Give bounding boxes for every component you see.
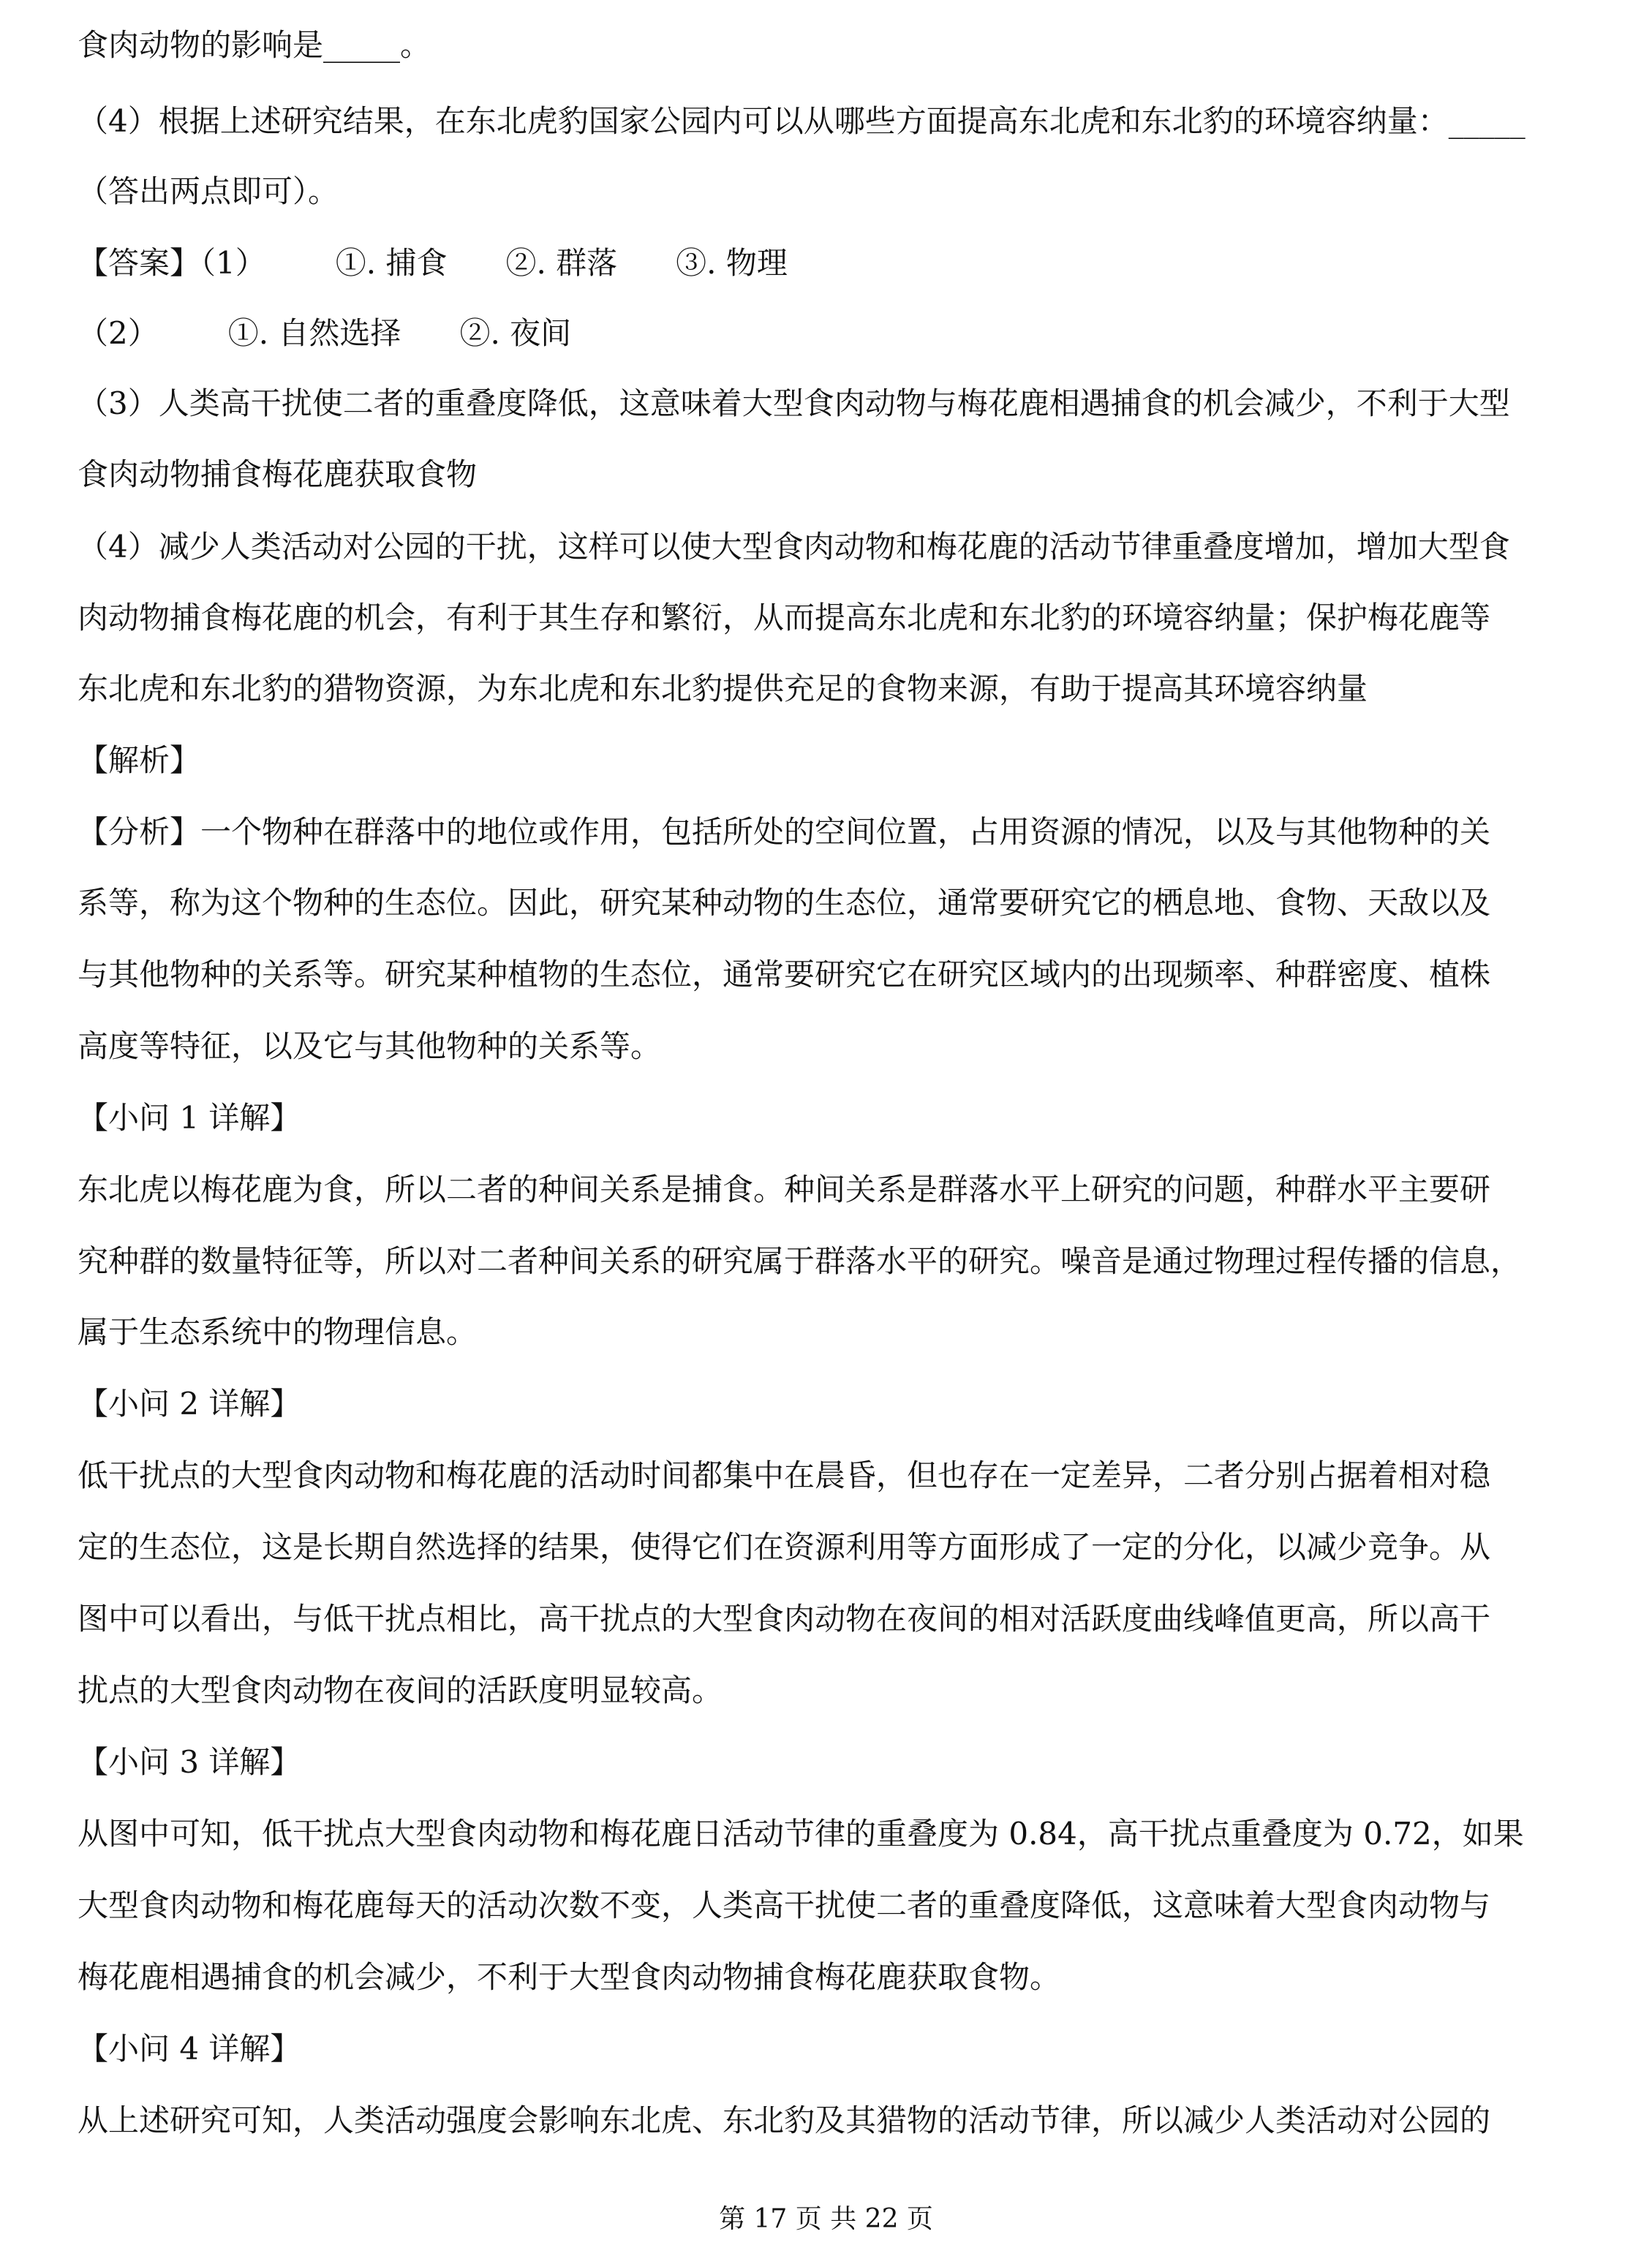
question-4-line-1: （4）根据上述研究结果，在东北虎豹国家公园内可以从哪些方面提高东北虎和东北豹的环境容纳量：_____ bbox=[78, 103, 1525, 139]
sub-question-1-title: 【小问 1 详解】 bbox=[78, 1100, 301, 1136]
answer-part-1-number: （1） bbox=[200, 245, 266, 281]
answer-part-2-number: （2） bbox=[78, 315, 159, 351]
answer-part-4-line-3: 东北虎和东北豹的猎物资源，为东北虎和东北豹提供充足的食物来源，有助于提高其环境容纳量 bbox=[78, 671, 1368, 706]
analysis-tag: 【解析】 bbox=[78, 742, 201, 778]
answer-part-1-item-1: ①. 捕食 bbox=[335, 245, 448, 281]
analysis-line-1: 【分析】一个物种在群落中的地位或作用，包括所处的空间位置，占用资源的情况，以及与其他物种的关 bbox=[78, 814, 1491, 850]
answer-part-4-line-2: 肉动物捕食梅花鹿的机会，有利于其生存和繁衍，从而提高东北虎和东北豹的环境容纳量；保护梅花鹿等 bbox=[78, 600, 1491, 635]
question-4-line-2: （答出两点即可）。 bbox=[78, 173, 339, 209]
sub-question-1-line-1: 东北虎以梅花鹿为食，所以二者的种间关系是捕食。种间关系是群落水平上研究的问题，种群水平主要研 bbox=[78, 1171, 1491, 1207]
answer-part-1-item-3: ③. 物理 bbox=[676, 245, 788, 281]
sub-question-3-line-1: 从图中可知，低干扰点大型食肉动物和梅花鹿日活动节律的重叠度为 0.84，高干扰点重叠度为 0.72，如果 bbox=[78, 1816, 1524, 1852]
answer-part-3-line-1: （3）人类高干扰使二者的重叠度降低，这意味着大型食肉动物与梅花鹿相遇捕食的机会减少，不利于大型 bbox=[78, 385, 1510, 421]
answer-part-2-item-2: ②. 夜间 bbox=[459, 315, 572, 351]
answer-part-3-line-2: 食肉动物捕食梅花鹿获取食物 bbox=[78, 456, 478, 492]
sub-question-1-line-3: 属于生态系统中的物理信息。 bbox=[78, 1314, 478, 1350]
analysis-line-2: 系等，称为这个物种的生态位。因此，研究某种动物的生态位，通常要研究它的栖息地、食物、天敌以及 bbox=[78, 885, 1491, 921]
answer-part-4-line-1: （4）减少人类活动对公园的干扰，这样可以使大型食肉动物和梅花鹿的活动节律重叠度增加，增加大型食 bbox=[78, 529, 1510, 565]
answer-tag: 【答案】 bbox=[78, 245, 201, 281]
answer-part-2-item-1: ①. 自然选择 bbox=[227, 315, 401, 351]
analysis-line-4: 高度等特征，以及它与其他物种的关系等。 bbox=[78, 1028, 662, 1064]
page-footer: 第 17 页 共 22 页 bbox=[719, 2204, 933, 2234]
sub-question-4-title: 【小问 4 详解】 bbox=[78, 2031, 301, 2067]
answer-part-1 bbox=[78, 241, 1577, 285]
sub-question-2-line-2: 定的生态位，这是长期自然选择的结果，使得它们在资源利用等方面形成了一定的分化，以减少竞争。从 bbox=[78, 1529, 1491, 1565]
sub-question-3-line-3: 梅花鹿相遇捕食的机会减少，不利于大型食肉动物捕食梅花鹿获取食物。 bbox=[78, 1959, 1061, 1995]
sub-question-2-line-4: 扰点的大型食肉动物在夜间的活跃度明显较高。 bbox=[78, 1672, 723, 1708]
analysis-line-3: 与其他物种的关系等。研究某种植物的生态位，通常要研究它在研究区域内的出现频率、种群密度、植株 bbox=[78, 957, 1491, 992]
sub-question-2-line-3: 图中可以看出，与低干扰点相比，高干扰点的大型食肉动物在夜间的相对活跃度曲线峰值更高，所以高干 bbox=[78, 1601, 1491, 1637]
answer-part-2 bbox=[78, 312, 1577, 355]
sub-question-1-line-2: 究种群的数量特征等，所以对二者种间关系的研究属于群落水平的研究。噪音是通过物理过程传播的信息， bbox=[78, 1243, 1522, 1279]
sub-question-2-title: 【小问 2 详解】 bbox=[78, 1386, 301, 1422]
sub-question-3-title: 【小问 3 详解】 bbox=[78, 1744, 301, 1780]
answer-part-1-item-2: ②. 群落 bbox=[505, 245, 618, 281]
sub-question-3-line-2: 大型食肉动物和梅花鹿每天的活动次数不变，人类高干扰使二者的重叠度降低，这意味着大型食肉动物与 bbox=[78, 1887, 1491, 1923]
question-3-tail: 食肉动物的影响是_____。 bbox=[78, 27, 431, 63]
sub-question-4-line-1: 从上述研究可知，人类活动强度会影响东北虎、东北豹及其猎物的活动节律，所以减少人类活动对公园的 bbox=[78, 2102, 1491, 2138]
sub-question-2-line-1: 低干扰点的大型食肉动物和梅花鹿的活动时间都集中在晨昏，但也存在一定差异，二者分别占据着相对稳 bbox=[78, 1457, 1491, 1493]
